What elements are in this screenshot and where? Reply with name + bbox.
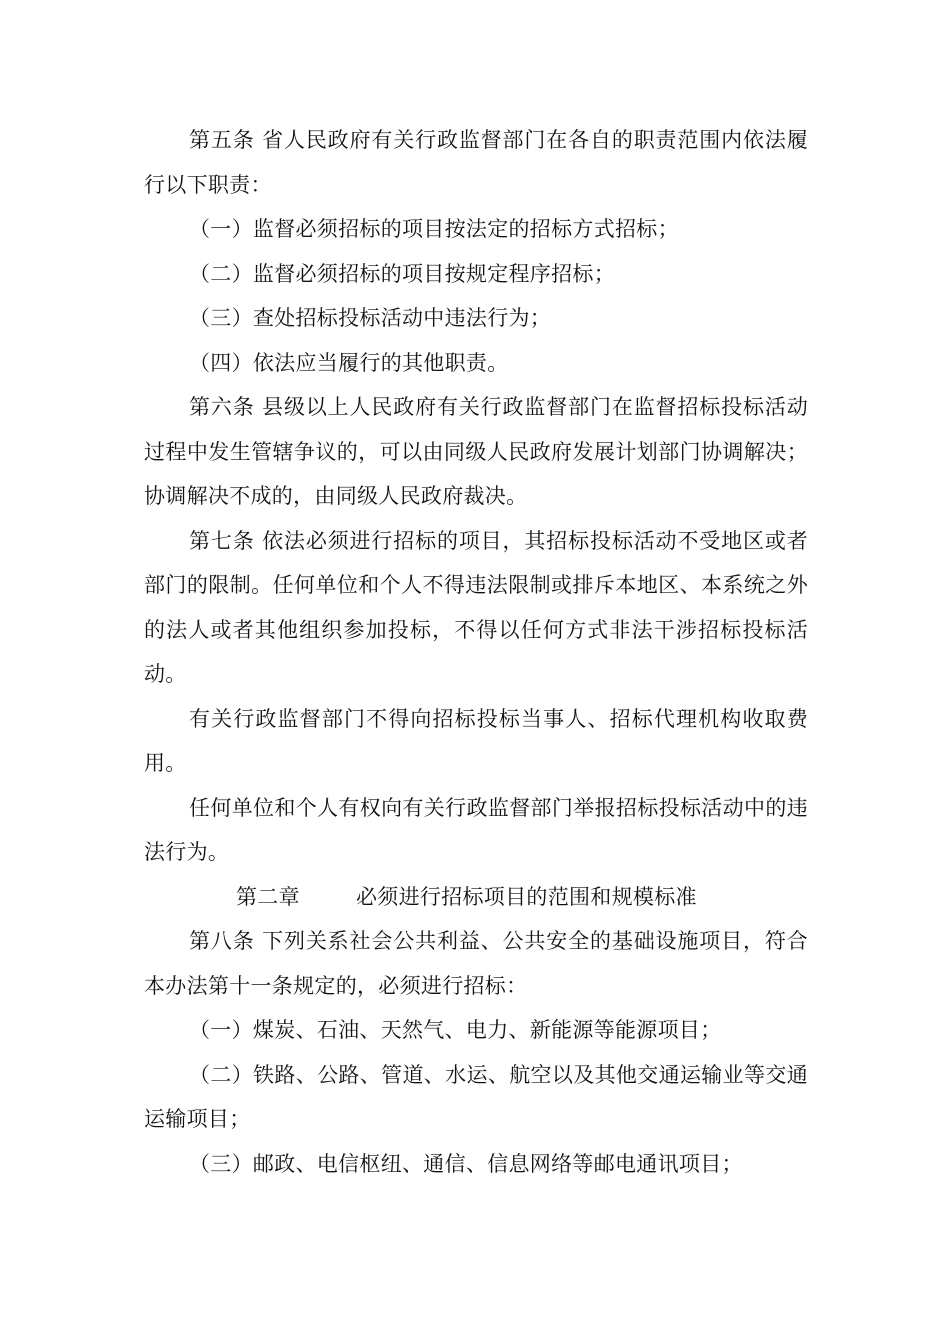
- chapter-title: 必须进行招标项目的范围和规模标准: [356, 884, 697, 909]
- article-5: 第五条 省人民政府有关行政监督部门在各自的职责范围内依法履行以下职责：: [144, 128, 808, 197]
- article-8-item-2: （二）铁路、公路、管道、水运、航空以及其他交通运输业等交通运输项目；: [144, 1062, 808, 1131]
- document-page: [144, 118, 808, 1186]
- article-5-item-4: （四）依法应当履行的其他职责。: [189, 350, 509, 375]
- article-7-para-2: 有关行政监督部门不得向招标投标当事人、招标代理机构收取费用。: [144, 706, 808, 775]
- article-5-item-1: （一）监督必须招标的项目按法定的招标方式招标；: [189, 217, 679, 241]
- article-5-item-2: （二）监督必须招标的项目按规定程序招标；: [189, 261, 615, 286]
- article-5-item-3: （三）查处招标投标活动中违法行为；: [189, 306, 552, 330]
- article-8-item-3: （三）邮政、电信枢纽、通信、信息网络等邮电通讯项目；: [189, 1151, 743, 1176]
- article-7: 第七条 依法必须进行招标的项目，其招标投标活动不受地区或者部门的限制。任何单位和个人不得违法限制或排斥本地区、本系统之外的法人或者其他组织参加投标，不得以任何方式非法干涉招标投标活动。: [144, 528, 808, 686]
- article-6: 第六条 县级以上人民政府有关行政监督部门在监督招标投标活动过程中发生管辖争议的，可以由同级人民政府发展计划部门协调解决；协调解决不成的，由同级人民政府裁决。: [144, 395, 808, 508]
- chapter-heading: [144, 875, 808, 920]
- article-8: 第八条 下列关系社会公共利益、公共安全的基础设施项目，符合本办法第十一条规定的，必须进行招标：: [144, 929, 808, 998]
- article-7-para-3: 任何单位和个人有权向有关行政监督部门举报招标投标活动中的违法行为。: [144, 795, 808, 864]
- chapter-number: 第二章: [236, 884, 300, 909]
- article-8-item-1: （一）煤炭、石油、天然气、电力、新能源等能源项目；: [189, 1018, 722, 1042]
